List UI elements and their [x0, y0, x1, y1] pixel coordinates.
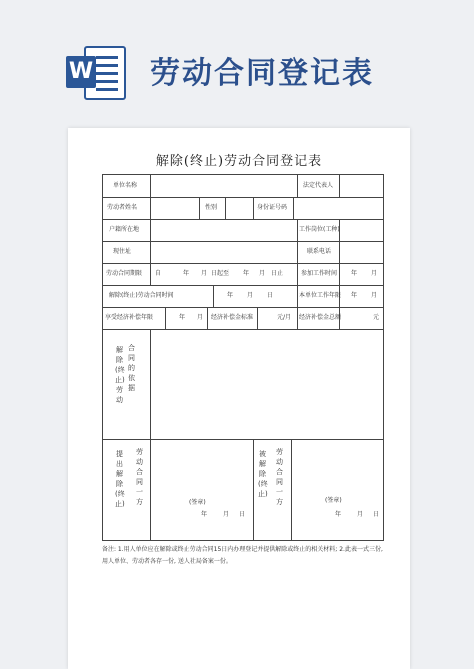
label-comp-total: 经济补偿金总额	[299, 314, 342, 321]
label-phone: 联系电话	[307, 248, 332, 255]
label-id-number: 身份证号码	[257, 204, 288, 211]
sign-left-year: 年	[201, 511, 208, 518]
sign-right-year: 年	[335, 511, 342, 518]
label-contract-term: 劳动合同期限	[106, 270, 143, 277]
label-terminate-time: 解除(终止)劳动合同时间	[109, 292, 174, 299]
label-hukou: 户籍所在地	[109, 226, 140, 233]
unit-years-month: 月	[371, 292, 378, 299]
work-start-year: 年	[351, 270, 358, 277]
registration-form-table	[102, 174, 384, 541]
document-page	[68, 128, 410, 669]
label-comp-years: 享受经济补偿年限	[105, 314, 154, 321]
terminate-month: 月	[247, 292, 254, 299]
label-gender: 性别	[205, 204, 218, 211]
label-job-post: 工作岗位(工种)	[299, 226, 340, 233]
sign-right: (签章)	[325, 497, 342, 504]
label-work-start: 参加工作时间	[301, 270, 338, 277]
sign-right-month: 月	[357, 511, 364, 518]
sign-right-day: 日	[373, 511, 380, 518]
label-unit-name: 单位名称	[113, 182, 138, 189]
term-month-1: 月	[201, 270, 208, 277]
term-month-2: 月	[259, 270, 266, 277]
sign-left-day: 日	[239, 511, 246, 518]
label-comp-standard: 经济补偿金标准	[211, 314, 254, 321]
work-start-month: 月	[371, 270, 378, 277]
label-legal-rep: 法定代表人	[303, 182, 334, 189]
label-party-b: 劳动合同一方	[276, 448, 283, 506]
comp-year: 年	[179, 314, 186, 321]
banner-title: 劳动合同登记表	[150, 56, 374, 91]
sign-left-month: 月	[223, 511, 230, 518]
form-note: 备注: 1.用人单位应在解除或终止劳动合同15日内办理登记并提供解除或终止的相关材料; 2.此表一式三份, 用人单位、劳动者各存一份, 送人社局备案一份。	[102, 546, 383, 565]
comp-month: 月	[197, 314, 204, 321]
label-reason-right: 合同的依据	[128, 344, 135, 392]
label-accepter: 被解除(终止)	[258, 450, 268, 498]
label-unit-years: 本单位工作年限	[299, 292, 342, 299]
comp-unit: 元/月	[277, 314, 292, 321]
terminate-year: 年	[227, 292, 234, 299]
word-icon	[66, 44, 124, 100]
terminate-day: 日	[267, 292, 274, 299]
word-badge: W	[66, 56, 96, 88]
unit-years-year: 年	[351, 292, 358, 299]
term-day-to: 日起至	[211, 270, 230, 277]
label-address: 现住址	[113, 248, 132, 255]
banner	[0, 0, 474, 120]
term-year-2: 年	[243, 270, 250, 277]
document-title: 解除(终止)劳动合同登记表	[155, 154, 323, 169]
label-party-a: 劳动合同一方	[136, 448, 143, 506]
term-from: 自	[155, 270, 162, 277]
label-proposer: 提出解除(终止)	[115, 450, 125, 508]
term-day-end: 日止	[271, 270, 284, 277]
label-reason-left: 解除(终止)劳动	[115, 346, 125, 404]
label-worker-name: 劳动者姓名	[107, 204, 138, 211]
term-year-1: 年	[183, 270, 190, 277]
comp-total-unit: 元	[373, 314, 380, 321]
sign-left: (签章)	[189, 499, 206, 506]
